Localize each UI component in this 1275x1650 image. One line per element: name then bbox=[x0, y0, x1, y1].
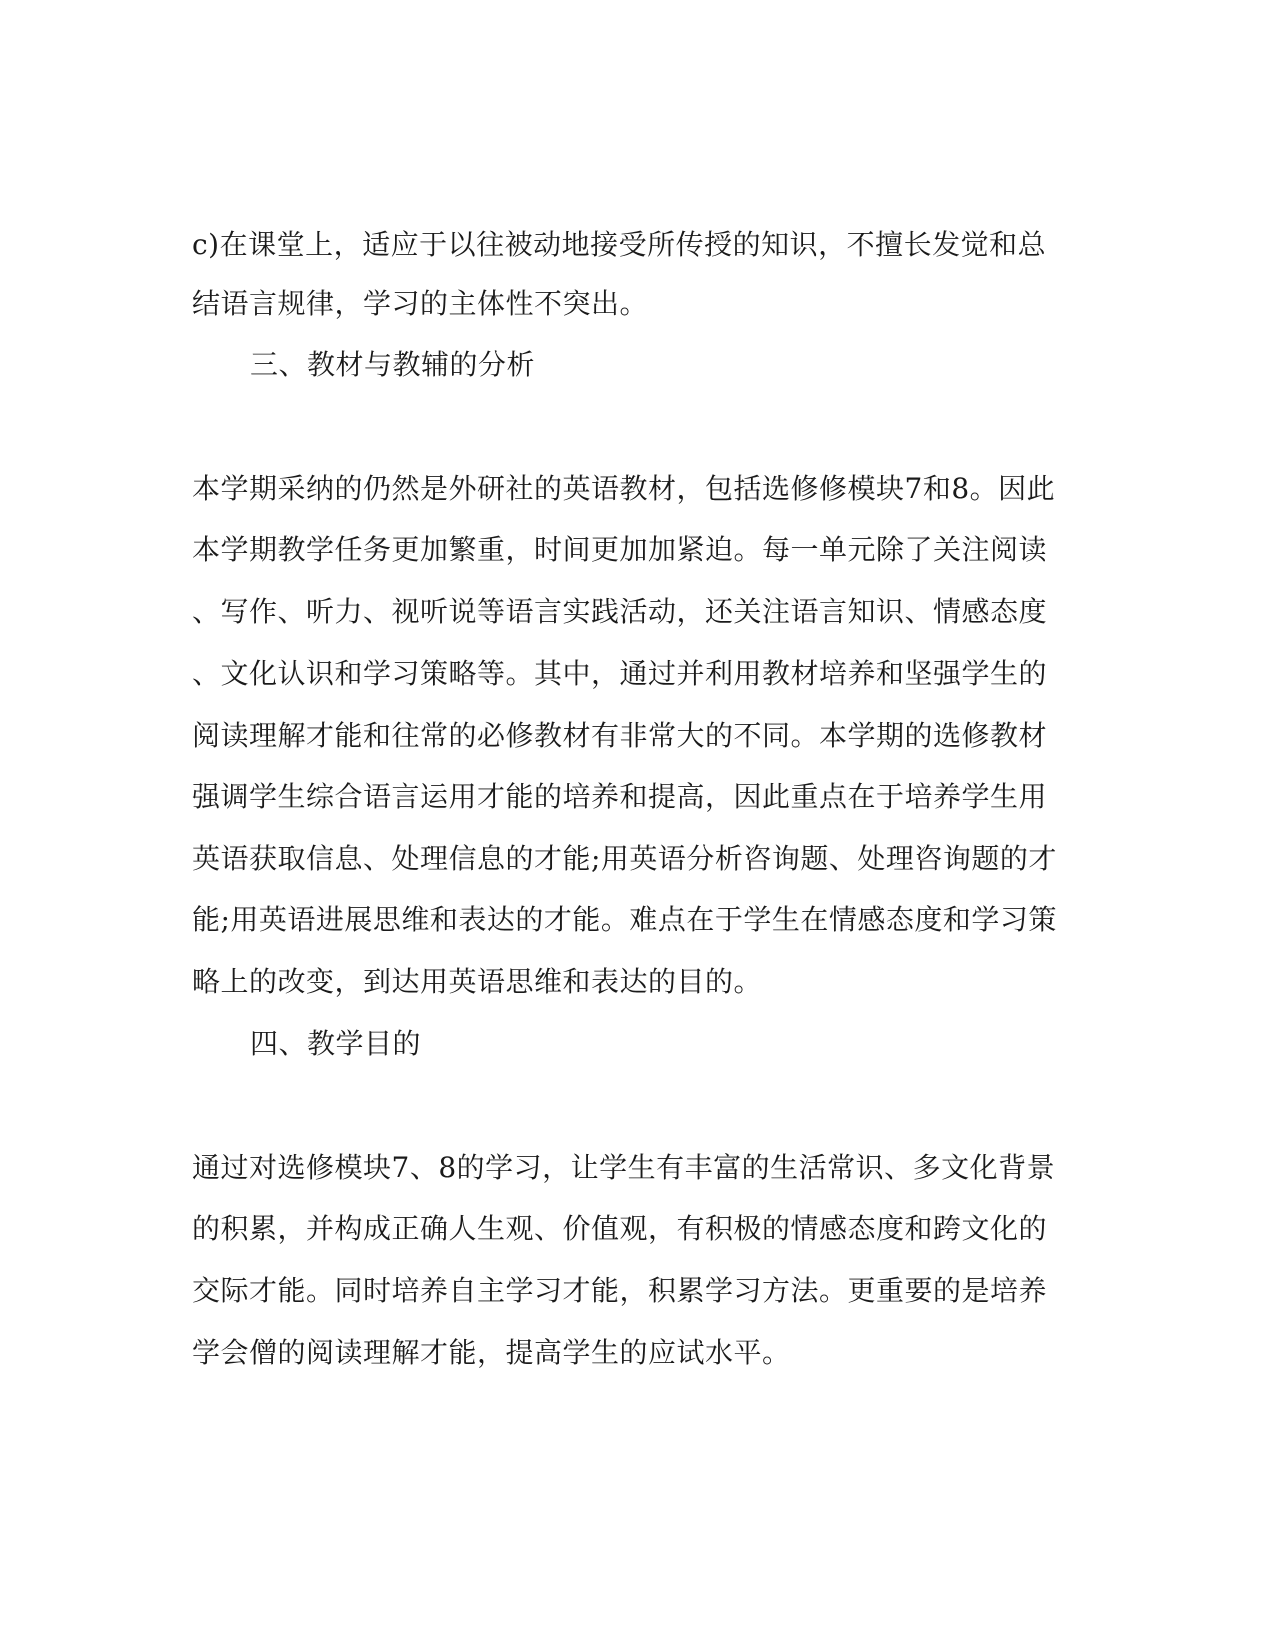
paragraph-line: 能;用英语进展思维和表达的才能。难点在于学生在情感态度和学习策 bbox=[192, 903, 1057, 936]
paragraph-line: 通过对选修模块7、8的学习，让学生有丰富的生活常识、多文化背景 bbox=[192, 1151, 1056, 1184]
paragraph-line: 略上的改变，到达用英语思维和表达的目的。 bbox=[192, 965, 763, 998]
paragraph-line: c)在课堂上，适应于以往被动地接受所传授的知识，不擅长发觉和总 bbox=[192, 228, 1047, 261]
section-heading-4: 四、教学目的 bbox=[250, 1027, 422, 1060]
paragraph-line: 强调学生综合语言运用才能的培养和提高，因此重点在于培养学生用 bbox=[192, 780, 1048, 813]
paragraph-line: 学会僧的阅读理解才能，提高学生的应试水平。 bbox=[192, 1336, 791, 1369]
paragraph-line: 、写作、听力、视听说等语言实践活动，还关注语言知识、情感态度 bbox=[192, 595, 1048, 628]
paragraph-line: 结语言规律，学习的主体性不突出。 bbox=[192, 287, 649, 320]
paragraph-line: 英语获取信息、处理信息的才能;用英语分析咨询题、处理咨询题的才 bbox=[192, 842, 1057, 875]
section-heading-3: 三、教材与教辅的分析 bbox=[250, 348, 536, 381]
paragraph-line: 、文化认识和学习策略等。其中，通过并利用教材培养和坚强学生的 bbox=[192, 657, 1048, 690]
paragraph-line: 交际才能。同时培养自主学习才能，积累学习方法。更重要的是培养 bbox=[192, 1274, 1048, 1307]
paragraph-line: 的积累，并构成正确人生观、价值观，有积极的情感态度和跨文化的 bbox=[192, 1212, 1048, 1245]
paragraph-line: 本学期采纳的仍然是外研社的英语教材，包括选修修模块7和8。因此 bbox=[192, 472, 1056, 505]
paragraph-line: 本学期教学任务更加繁重，时间更加加紧迫。每一单元除了关注阅读 bbox=[192, 533, 1048, 566]
paragraph-line: 阅读理解才能和往常的必修教材有非常大的不同。本学期的选修教材 bbox=[192, 719, 1048, 752]
